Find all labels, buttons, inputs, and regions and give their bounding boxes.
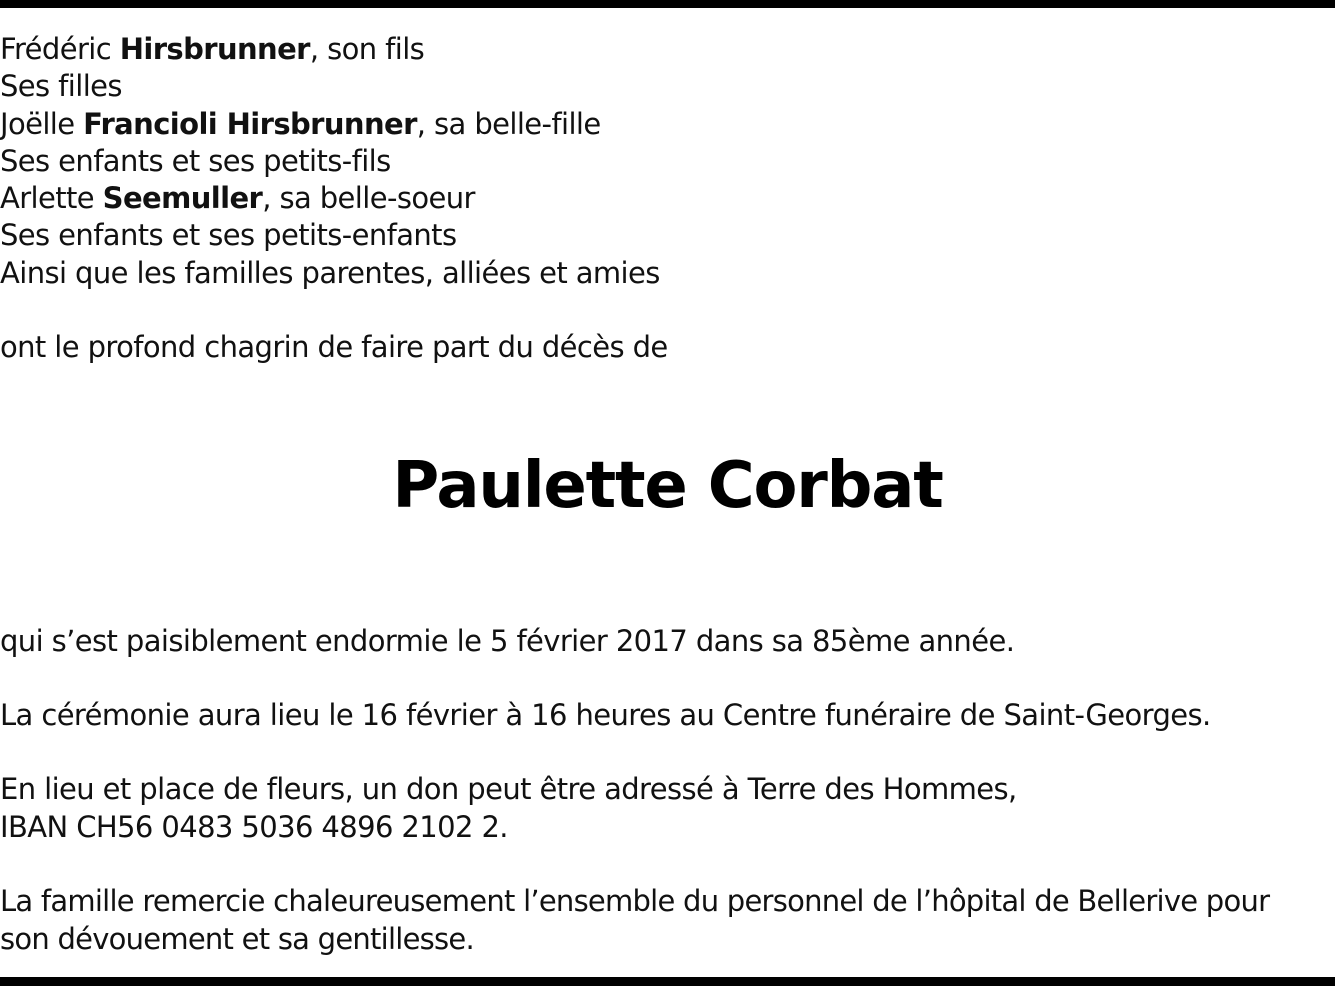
family-line-surname: Francioli Hirsbrunner: [83, 106, 417, 141]
death-notice-text: qui s’est paisiblement endormie le 5 février 2017 dans sa 85ème année.: [0, 624, 1015, 658]
donation-line: En lieu et place de fleurs, un don peut être adressé à Terre des Hommes,: [0, 772, 1017, 806]
ceremony-text: La cérémonie aura lieu le 16 février à 16 heures au Centre funéraire de Saint-Georges.: [0, 698, 1211, 732]
family-line-pre: Ses enfants et ses petits-enfants: [0, 218, 457, 253]
family-line-pre: Frédéric: [0, 32, 120, 66]
family-line: [0, 217, 660, 254]
family-line-post: , sa belle-soeur: [262, 181, 475, 216]
family-line: [0, 180, 660, 217]
family-line-surname: Hirsbrunner: [119, 32, 310, 66]
family-line: [0, 31, 660, 68]
family-list: [0, 31, 660, 292]
announcement-text: ont le profond chagrin de faire part du décès de: [0, 330, 668, 364]
family-line-pre: Ses filles: [0, 69, 122, 104]
family-line: [0, 143, 660, 180]
family-line: [0, 68, 660, 105]
family-line-pre: Ses enfants et ses petits-fils: [0, 143, 391, 178]
deceased-name: Paulette Corbat: [392, 449, 943, 523]
donation-iban: IBAN CH56 0483 5036 4896 2102 2.: [0, 809, 508, 844]
family-line-pre: Joëlle: [0, 106, 84, 141]
family-line: [0, 255, 660, 292]
thanks-text: [0, 883, 1269, 958]
family-line-pre: Arlette: [0, 181, 103, 216]
family-line: [0, 106, 660, 143]
family-line-surname: Seemuller: [102, 181, 263, 216]
top-rule: [0, 0, 1335, 8]
family-line-pre: Ainsi que les familles parentes, alliées et amies: [0, 255, 660, 290]
thanks-line: son dévouement et sa gentillesse.: [0, 921, 474, 956]
family-line-post: , sa belle-fille: [416, 106, 601, 141]
thanks-line: La famille remercie chaleureusement l’ensemble du personnel de l’hôpital de Bellerive pour: [0, 884, 1270, 918]
donation-text: [0, 771, 1017, 846]
family-line-post: , son fils: [309, 32, 425, 66]
bottom-rule: [0, 977, 1335, 986]
